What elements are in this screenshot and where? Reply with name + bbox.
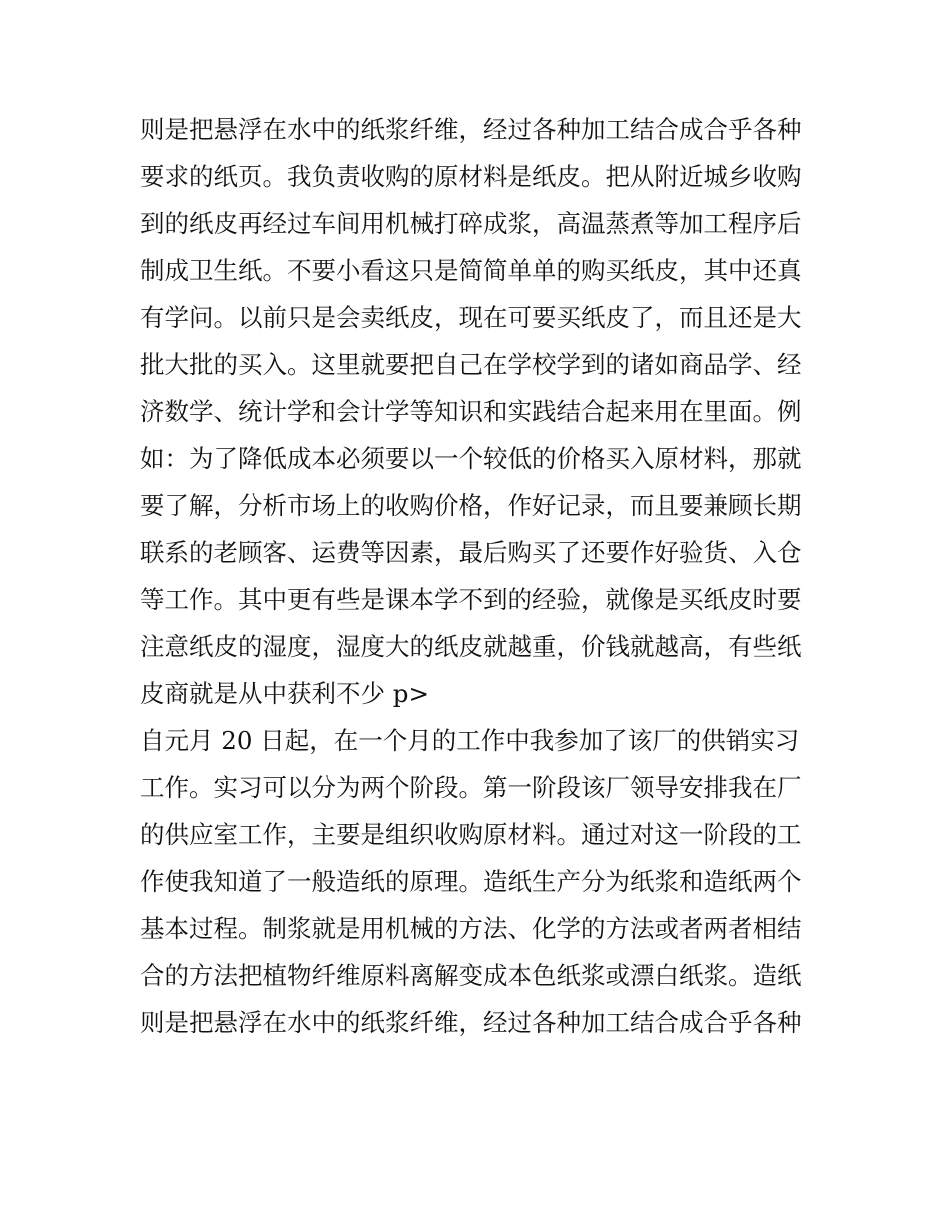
text-line: 作使我知道了一般造纸的原理。造纸生产分为纸浆和造纸两个 — [140, 867, 802, 896]
text-line: 则是把悬浮在水中的纸浆纤维，经过各种加工结合成合乎各种 — [140, 115, 802, 144]
text-line: 要了解，分析市场上的收购价格，作好记录，而且要兼顾长期 — [140, 491, 802, 520]
text-line: 的供应室工作，主要是组织收购原材料。通过对这一阶段的工 — [140, 820, 802, 849]
text-line: 等工作。其中更有些是课本学不到的经验，就像是买纸皮时要 — [140, 585, 802, 614]
text-line: 要求的纸页。我负责收购的原材料是纸皮。把从附近城乡收购 — [140, 162, 802, 191]
text-line: 注意纸皮的湿度，湿度大的纸皮就越重，价钱就越高，有些纸 — [140, 632, 802, 661]
text-line: 自元月 20 日起，在一个月的工作中我参加了该厂的供销实习 — [140, 726, 800, 755]
document-body — [140, 106, 820, 1046]
text-line: 则是把悬浮在水中的纸浆纤维，经过各种加工结合成合乎各种 — [140, 1008, 802, 1037]
text-line: 到的纸皮再经过车间用机械打碎成浆，高温蒸煮等加工程序后 — [140, 209, 802, 238]
text-line: 联系的老顾客、运费等因素，最后购买了还要作好验货、入仓 — [140, 538, 802, 567]
text-line: 皮商就是从中获利不少 p> — [140, 679, 429, 708]
text-line: 济数学、统计学和会计学等知识和实践结合起来用在里面。例 — [140, 397, 802, 426]
text-line: 合的方法把植物纤维原料离解变成本色纸浆或漂白纸浆。造纸 — [140, 961, 802, 990]
text-line: 工作。实习可以分为两个阶段。第一阶段该厂领导安排我在厂 — [140, 773, 802, 802]
text-line: 如：为了降低成本必须要以一个较低的价格买入原材料，那就 — [140, 444, 802, 473]
text-line: 批大批的买入。这里就要把自己在学校学到的诸如商品学、经 — [140, 350, 802, 379]
text-line: 基本过程。制浆就是用机械的方法、化学的方法或者两者相结 — [140, 914, 802, 943]
text-line: 制成卫生纸。不要小看这只是简简单单的购买纸皮，其中还真 — [140, 256, 802, 285]
text-line: 有学问。以前只是会卖纸皮，现在可要买纸皮了，而且还是大 — [140, 303, 802, 332]
